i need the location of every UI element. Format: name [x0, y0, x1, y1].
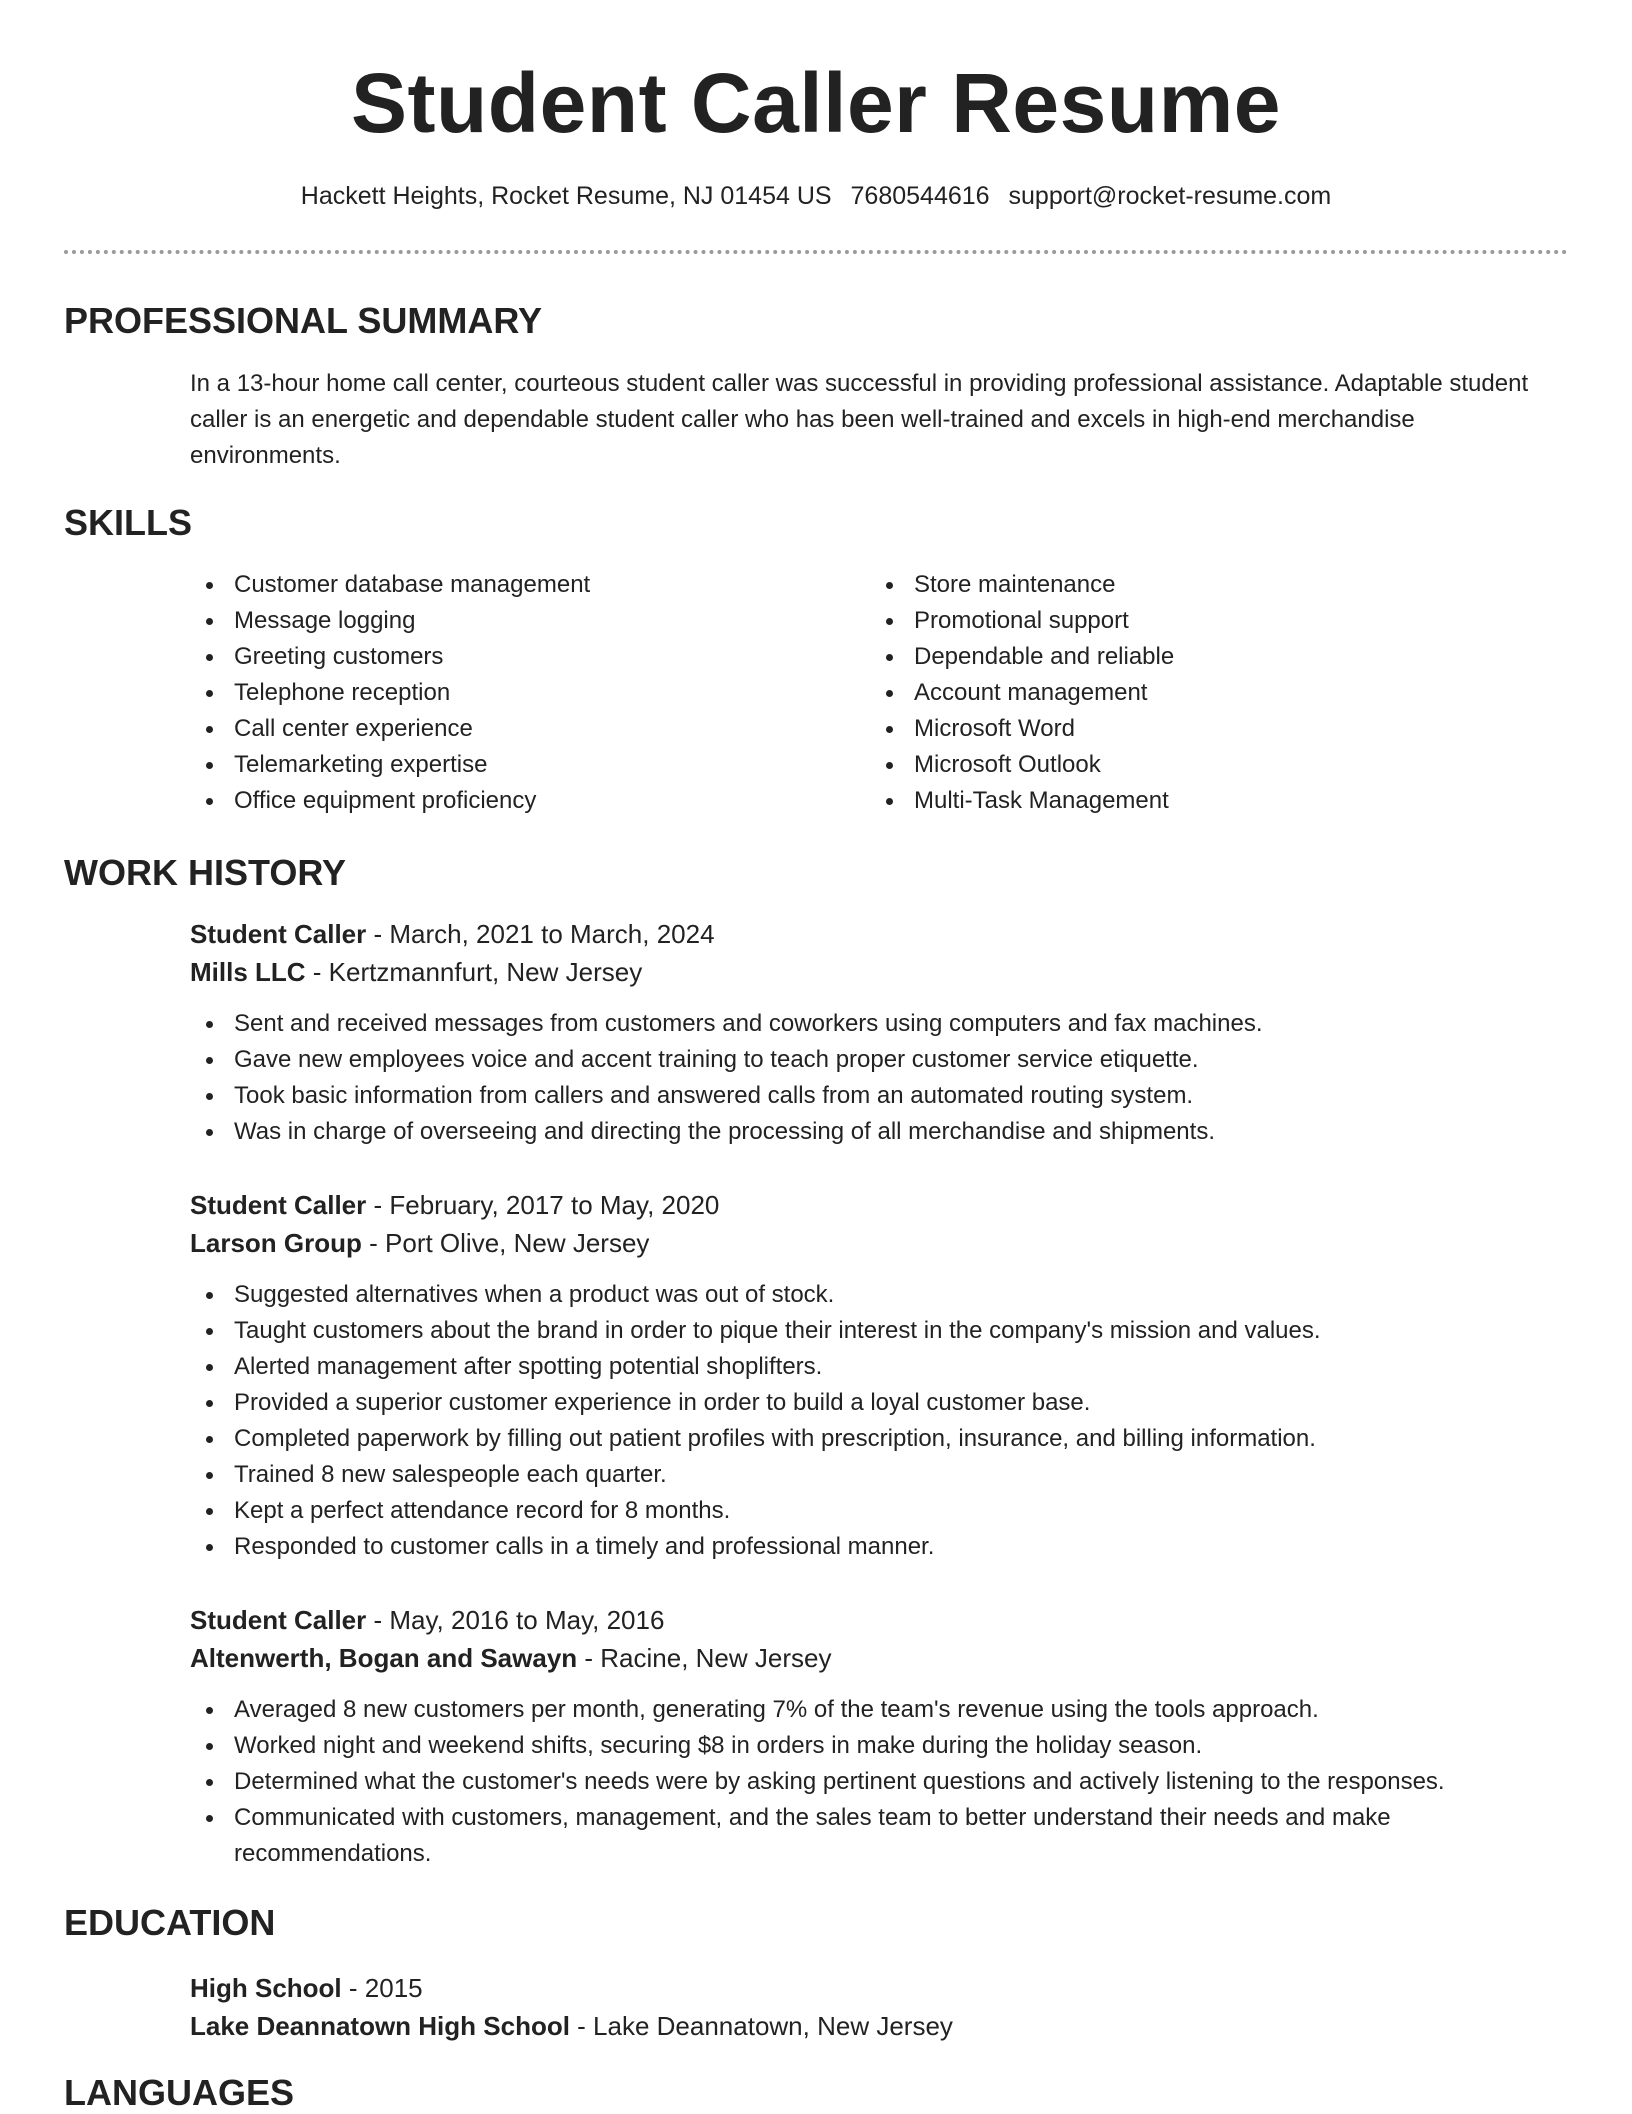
education-school: Lake Deannatown High School: [190, 2011, 570, 2041]
job-dates: - February, 2017 to May, 2020: [366, 1190, 720, 1220]
contact-email: support@rocket-resume.com: [1008, 182, 1332, 210]
job-location: - Kertzmannfurt, New Jersey: [305, 957, 643, 987]
skill-item: Microsoft Outlook: [870, 747, 1550, 783]
job-duties: [0, 1006, 1560, 1150]
job-duty: Sent and received messages from customers and coworkers using computers and fax machines.: [190, 1006, 1560, 1042]
skill-item: Telephone reception: [190, 675, 830, 711]
header-divider: [64, 250, 1568, 254]
job-company-line: [190, 1224, 1560, 1262]
job-location: - Port Olive, New Jersey: [361, 1228, 650, 1258]
job-dates: - March, 2021 to March, 2024: [366, 919, 715, 949]
skill-item: Promotional support: [870, 603, 1550, 639]
education-school-line: [190, 2007, 1560, 2045]
job-duty: Communicated with customers, management, and the sales team to better understand their needs and make recommendations.: [190, 1800, 1560, 1872]
job-duty: Taught customers about the brand in order to pique their interest in the company's mission and values.: [190, 1313, 1560, 1349]
job-title: Student Caller: [190, 1605, 367, 1635]
section-heading-education: EDUCATION: [64, 1902, 276, 1943]
education-entry: [190, 1969, 1560, 2045]
job-company-line: [190, 953, 1560, 991]
job-duty: Averaged 8 new customers per month, generating 7% of the team's revenue using the tools approach.: [190, 1692, 1560, 1728]
skills-list-right: [870, 567, 1550, 819]
skill-item: Dependable and reliable: [870, 639, 1550, 675]
section-heading-languages: LANGUAGES: [64, 2072, 295, 2113]
contact-address: Hackett Heights, Rocket Resume, NJ 01454 US: [300, 182, 832, 210]
education-degree: High School: [190, 1973, 342, 2003]
job-title-line: [190, 1601, 1560, 1639]
skill-item: Microsoft Word: [870, 711, 1550, 747]
job-duty: Was in charge of overseeing and directing the processing of all merchandise and shipments.: [190, 1114, 1560, 1150]
job-entry: [190, 1601, 1560, 1872]
job-title: Student Caller: [190, 1190, 367, 1220]
section-heading-summary: PROFESSIONAL SUMMARY: [64, 300, 543, 341]
skill-item: Message logging: [190, 603, 830, 639]
job-duty: Kept a perfect attendance record for 8 months.: [190, 1493, 1560, 1529]
skill-item: Office equipment proficiency: [190, 783, 830, 819]
skill-item: Customer database management: [190, 567, 830, 603]
job-location: - Racine, New Jersey: [577, 1643, 832, 1673]
job-title-line: [190, 1186, 1560, 1224]
job-duty: Responded to customer calls in a timely and professional manner.: [190, 1529, 1560, 1565]
education-location: - Lake Deannatown, New Jersey: [569, 2011, 953, 2041]
job-company: Larson Group: [190, 1228, 362, 1258]
skill-item: Store maintenance: [870, 567, 1550, 603]
section-heading-work-history: WORK HISTORY: [64, 852, 347, 893]
skill-item: Telemarketing expertise: [190, 747, 830, 783]
job-company-line: [190, 1639, 1560, 1677]
contact-line: [0, 182, 1632, 211]
job-duties: [0, 1692, 1560, 1872]
job-duties: [0, 1277, 1560, 1565]
contact-phone: 7680544616: [850, 182, 990, 210]
job-duty: Gave new employees voice and accent training to teach proper customer service etiquette.: [190, 1042, 1560, 1078]
job-duty: Suggested alternatives when a product was out of stock.: [190, 1277, 1560, 1313]
job-company: Mills LLC: [190, 957, 306, 987]
job-duty: Provided a superior customer experience in order to build a loyal customer base.: [190, 1385, 1560, 1421]
job-entry: [190, 1186, 1560, 1565]
skills-list-left: [190, 567, 830, 819]
job-company: Altenwerth, Bogan and Sawayn: [190, 1643, 578, 1673]
skill-item: Account management: [870, 675, 1550, 711]
job-duty: Determined what the customer's needs were by asking pertinent questions and actively listening to the responses.: [190, 1764, 1560, 1800]
education-degree-line: [190, 1969, 1560, 2007]
resume-title: Student Caller Resume: [350, 56, 1282, 150]
section-heading-skills: SKILLS: [64, 502, 193, 543]
job-duty: Completed paperwork by filling out patient profiles with prescription, insurance, and billing information.: [190, 1421, 1560, 1457]
skill-item: Call center experience: [190, 711, 830, 747]
education-year: - 2015: [341, 1973, 423, 2003]
job-title: Student Caller: [190, 919, 367, 949]
job-title-line: [190, 915, 1560, 953]
job-entry: [190, 915, 1560, 1150]
job-duty: Trained 8 new salespeople each quarter.: [190, 1457, 1560, 1493]
skill-item: Multi-Task Management: [870, 783, 1550, 819]
job-duty: Took basic information from callers and answered calls from an automated routing system.: [190, 1078, 1560, 1114]
job-duty: Worked night and weekend shifts, securing $8 in orders in make during the holiday season.: [190, 1728, 1560, 1764]
job-dates: - May, 2016 to May, 2016: [366, 1605, 665, 1635]
skill-item: Greeting customers: [190, 639, 830, 675]
summary-text: In a 13-hour home call center, courteous student caller was successful in providing professional assistance. Adaptable student caller is an energetic and dependable student caller who has been well-trained and excels in high-end merchandise environments.: [190, 370, 1529, 469]
job-duty: Alerted management after spotting potential shoplifters.: [190, 1349, 1560, 1385]
